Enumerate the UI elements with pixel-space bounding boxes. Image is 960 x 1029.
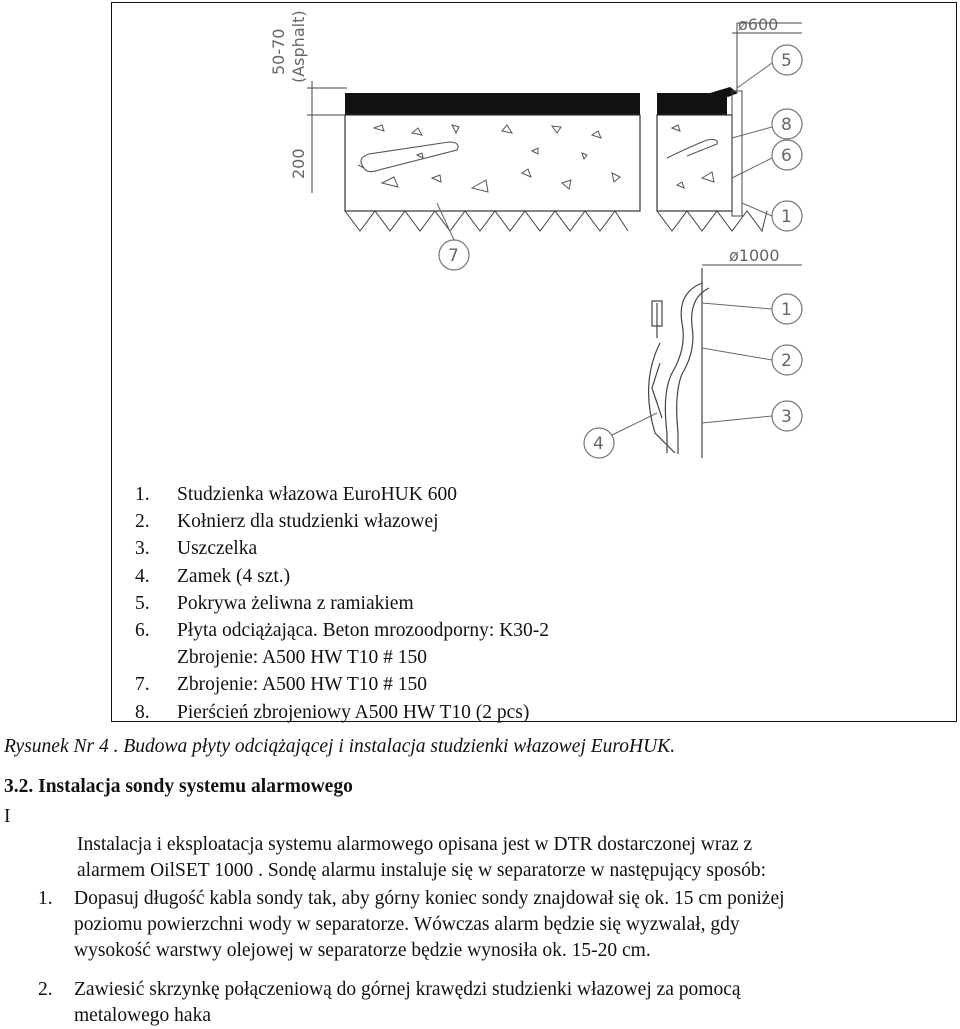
text-line: Dopasuj długość kabla sondy tak, aby górny koniec sondy znajdował się ok. 15 cm poniżej (74, 888, 785, 909)
step-2-number: 2. (38, 979, 53, 1000)
legend-text: Zamek (4 szt.) (177, 565, 291, 587)
legend-text: Płyta odciążająca. Beton mrozoodporny: K30-2 (177, 620, 550, 642)
legend-text: Zbrojenie: A500 HW T10 # 150 (177, 647, 428, 669)
legend-item (135, 617, 549, 644)
legend-number: 1. (135, 484, 150, 505)
body-paragraph (77, 832, 766, 884)
technical-drawing (112, 3, 958, 473)
legend-number: 5. (135, 592, 150, 614)
callout-2: 2 (781, 351, 792, 371)
legend-list (135, 481, 549, 726)
stray-marker: I (4, 806, 11, 827)
legend-item (135, 535, 549, 562)
callout-8: 8 (781, 115, 792, 135)
legend-item (135, 563, 549, 590)
callout-4: 4 (593, 434, 604, 454)
text-line: wysokość warstwy olejowej w separatorze będzie wynosiła ok. 15-20 cm. (74, 940, 651, 961)
legend-text: Pokrywa żeliwna z ramiakiem (177, 592, 414, 614)
legend-number: 4. (135, 565, 150, 587)
dia-1000-label: ø1000 (729, 246, 780, 265)
legend-item (135, 508, 549, 535)
legend-item (135, 671, 549, 698)
figure-frame (111, 2, 957, 722)
callout-5: 5 (781, 51, 792, 71)
text-line: Instalacja i eksploatacja systemu alarmowego opisana jest w DTR dostarczonej wraz z (77, 834, 753, 855)
legend-item (135, 699, 549, 726)
leader-lines (437, 63, 772, 435)
dia-600-label: ø600 (738, 15, 779, 34)
legend-number: 8. (135, 701, 150, 723)
text-line: Zawiesić skrzynkę połączeniową do górnej krawędzi studzienki włazowej za pomocą (74, 979, 741, 1000)
callout-6: 6 (781, 146, 792, 166)
legend-number: 2. (135, 511, 150, 533)
callout-7: 7 (448, 246, 459, 266)
legend-text: Studzienka włazowa EuroHUK 600 (177, 484, 457, 505)
text-line: poziomu powierzchni wody w separatorze. Wówczas alarm będzie się wyzwalał, gdy (74, 914, 740, 935)
manhole-wall-detail (649, 268, 709, 458)
callout-3: 3 (781, 407, 792, 427)
dim-asphalt-note: (Asphalt) (289, 10, 308, 83)
section-heading: 3.2. Instalacja sondy systemu alarmowego (4, 776, 353, 797)
legend-item (135, 481, 549, 508)
step-2-text (74, 977, 741, 1029)
legend-number: 3. (135, 538, 150, 560)
slab-left (345, 93, 640, 231)
legend-number: 7. (135, 674, 150, 696)
step-1-number: 1. (38, 888, 53, 909)
dim-asphalt-label: 50-70 (269, 28, 288, 75)
dim-200-label: 200 (289, 148, 308, 179)
callout-1b: 1 (781, 300, 792, 320)
legend-item (135, 590, 549, 617)
legend-text: Zbrojenie: A500 HW T10 # 150 (177, 674, 428, 696)
step-1-text (74, 886, 785, 964)
callout-1a: 1 (781, 207, 792, 227)
legend-item (135, 644, 549, 671)
text-line: alarmem OilSET 1000 . Sondę alarmu instaluje się w separatorze w następujący sposób: (77, 860, 767, 881)
dimension-asphalt (269, 10, 347, 193)
legend-number: 6. (135, 620, 150, 642)
text-line: metalowego haka (74, 1005, 211, 1026)
legend-text: Uszczelka (177, 538, 258, 560)
legend-number (135, 644, 177, 671)
figure-caption: Rysunek Nr 4 . Budowa płyty odciążającej i instalacja studzienki włazowej EuroHUK. (4, 736, 676, 757)
legend-text: Pierścień zbrojeniowy A500 HW T10 (2 pcs) (177, 701, 530, 723)
legend-text: Kołnierz dla studzienki włazowej (177, 511, 439, 533)
